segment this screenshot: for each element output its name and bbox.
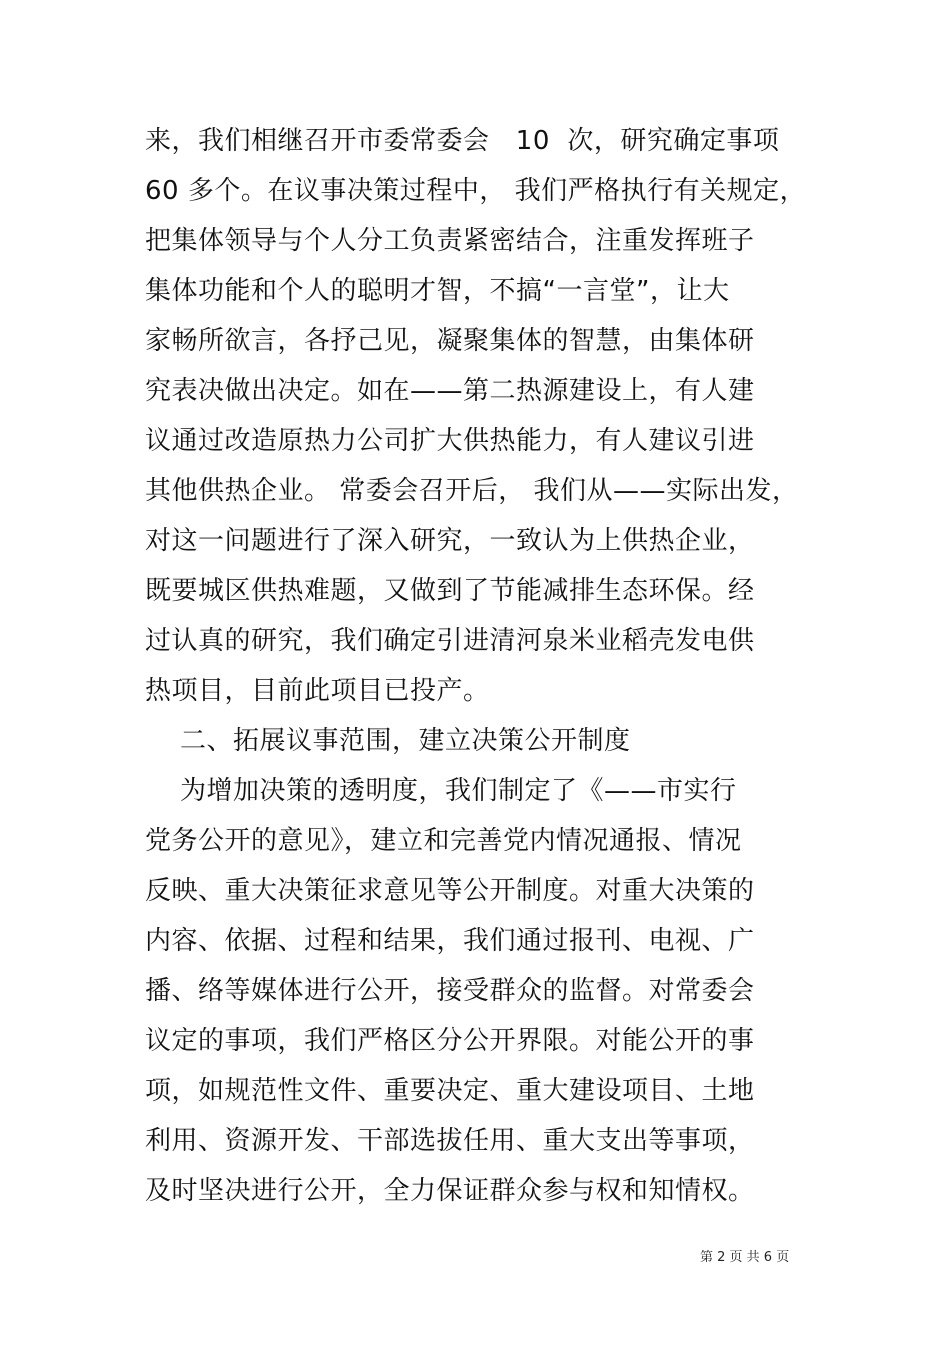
text-line-16: 反映、重大决策征求意见等公开制度。对重大决策的 [145,876,755,906]
text-line-19: 议定的事项，我们严格区分公开界限。对能公开的事 [145,1026,755,1056]
text-line-18: 播、络等媒体进行公开，接受群众的监督。对常委会 [145,976,755,1006]
text-line-5: 家畅所欲言，各抒己见，凝聚集体的智慧，由集体研 [145,326,755,356]
text-line-8: 其他供热企业。 常委会召开后， 我们从——实际出发， [145,476,799,506]
text-line-6: 究表决做出决定。如在——第二热源建设上，有人建 [145,376,755,406]
text-line-2: 60 多个。在议事决策过程中， 我们严格执行有关规定， [145,176,807,206]
section-heading: 二、拓展议事范围，建立决策公开制度 [145,726,631,756]
text-line-12: 热项目，目前此项目已投产。 [145,676,490,706]
text-line-3: 把集体领导与个人分工负责紧密结合，注重发挥班子 [145,226,755,256]
text-line-17: 内容、依据、过程和结果，我们通过报刊、电视、广 [145,926,755,956]
text-line-10: 既要城区供热难题，又做到了节能减排生态环保。经 [145,576,755,606]
text-line-20: 项，如规范性文件、重要决定、重大建设项目、土地 [145,1076,755,1106]
text-line-4: 集体功能和个人的聪明才智，不搞“一言堂”，让大 [145,276,730,306]
text-line-1: 来，我们相继召开市委常委会 10 次，研究确定事项 [145,126,780,156]
text-line-11: 过认真的研究，我们确定引进清河泉米业稻壳发电供 [145,626,755,656]
text-line-14: 为增加决策的透明度，我们制定了《——市实行 [145,776,737,806]
text-line-7: 议通过改造原热力公司扩大供热能力，有人建议引进 [145,426,755,456]
page-number-footer: 第 2 页 共 6 页 [700,1250,790,1265]
text-line-21: 利用、资源开发、干部选拔任用、重大支出等事项， [145,1126,755,1156]
text-line-15: 党务公开的意见》，建立和完善党内情况通报、情况 [145,826,742,856]
text-line-22: 及时坚决进行公开，全力保证群众参与权和知情权。 [145,1176,755,1206]
text-line-9: 对这一问题进行了深入研究，一致认为上供热企业， [145,526,755,556]
